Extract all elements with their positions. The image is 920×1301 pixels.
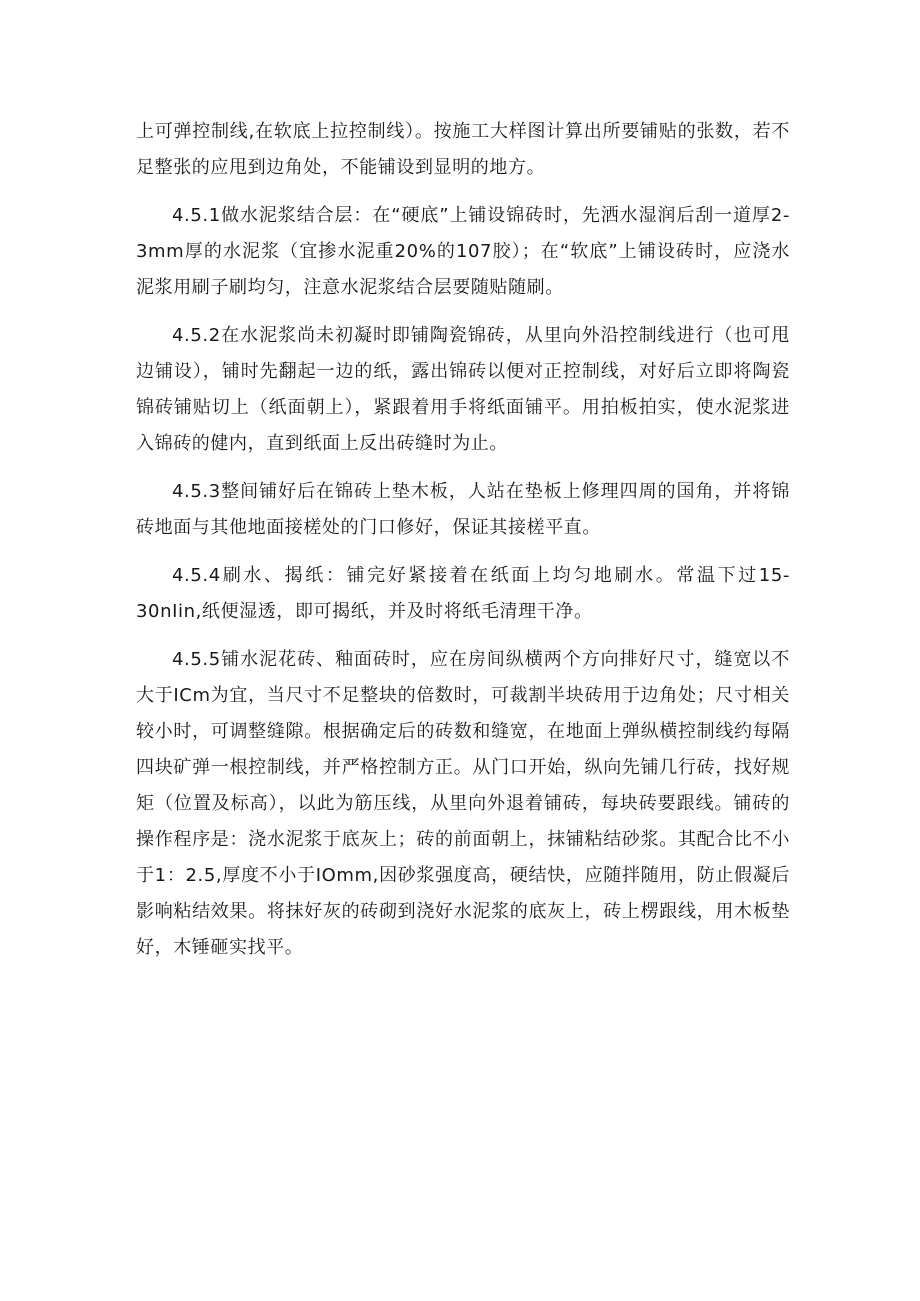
paragraph-4-5-1: 4.5.1做水泥浆结合层：在“硬底”上铺设锦砖时，先洒水湿润后刮一道厚2-3mm厚的水泥浆（宜掺水泥重20%的107胶）；在“软底”上铺设砖时，应浇水泥浆用刷子刷均匀，注意水泥浆结合层要随贴随刷。 xyxy=(136,205,790,298)
paragraph-4-5-4: 4.5.4刷水、揭纸：铺完好紧接着在纸面上均匀地刷水。常温下过15-30nIin,纸便湿透，即可揭纸，并及时将纸毛清理干净。 xyxy=(136,565,790,622)
paragraph-4-5-2: 4.5.2在水泥浆尚未初凝时即铺陶瓷锦砖，从里向外沿控制线进行（也可甩边铺设），铺时先翻起一边的纸，露出锦砖以便对正控制线，对好后立即将陶瓷锦砖铺贴切上（纸面朝上），紧跟着用手将纸面铺平。用拍板拍实，使水泥浆进入锦砖的健内，直到纸面上反出砖缝时为止。 xyxy=(136,325,790,454)
paragraph-4-5-5: 4.5.5铺水泥花砖、釉面砖时，应在房间纵横两个方向排好尺寸，缝宽以不大于ICm为宜，当尺寸不足整块的倍数时，可裁割半块砖用于边角处；尺寸相关较小时，可调整缝隙。根据确定后的砖数和缝宽，在地面上弹纵横控制线约每隔四块矿弹一根控制线，并严格控制方正。从门口开始，纵向先铺几行砖，找好规矩（位置及标高），以此为筋压线，从里向外退着铺砖，每块砖要跟线。铺砖的操作程序是：浇水泥浆于底灰上；砖的前面朝上，抹铺粘结砂浆。其配合比不小于1：2.5,厚度不小于IOmm,因砂浆强度高，硬结快，应随拌随用，防止假凝后影响粘结效果。将抹好灰的砖砌到浇好水泥浆的底灰上，砖上楞跟线，用木板垫好，木锤砸实找平。 xyxy=(136,649,790,958)
paragraph-continuation: 上可弹控制线,在软底上拉控制线）。按施工大样图计算出所要铺贴的张数，若不足整张的应甩到边角处，不能铺设到显明的地方。 xyxy=(136,121,790,178)
document-body xyxy=(136,114,790,978)
paragraph-4-5-3: 4.5.3整间铺好后在锦砖上垫木板，人站在垫板上修理四周的国角，并将锦砖地面与其他地面接槎处的门口修好，保证其接槎平直。 xyxy=(136,481,790,538)
